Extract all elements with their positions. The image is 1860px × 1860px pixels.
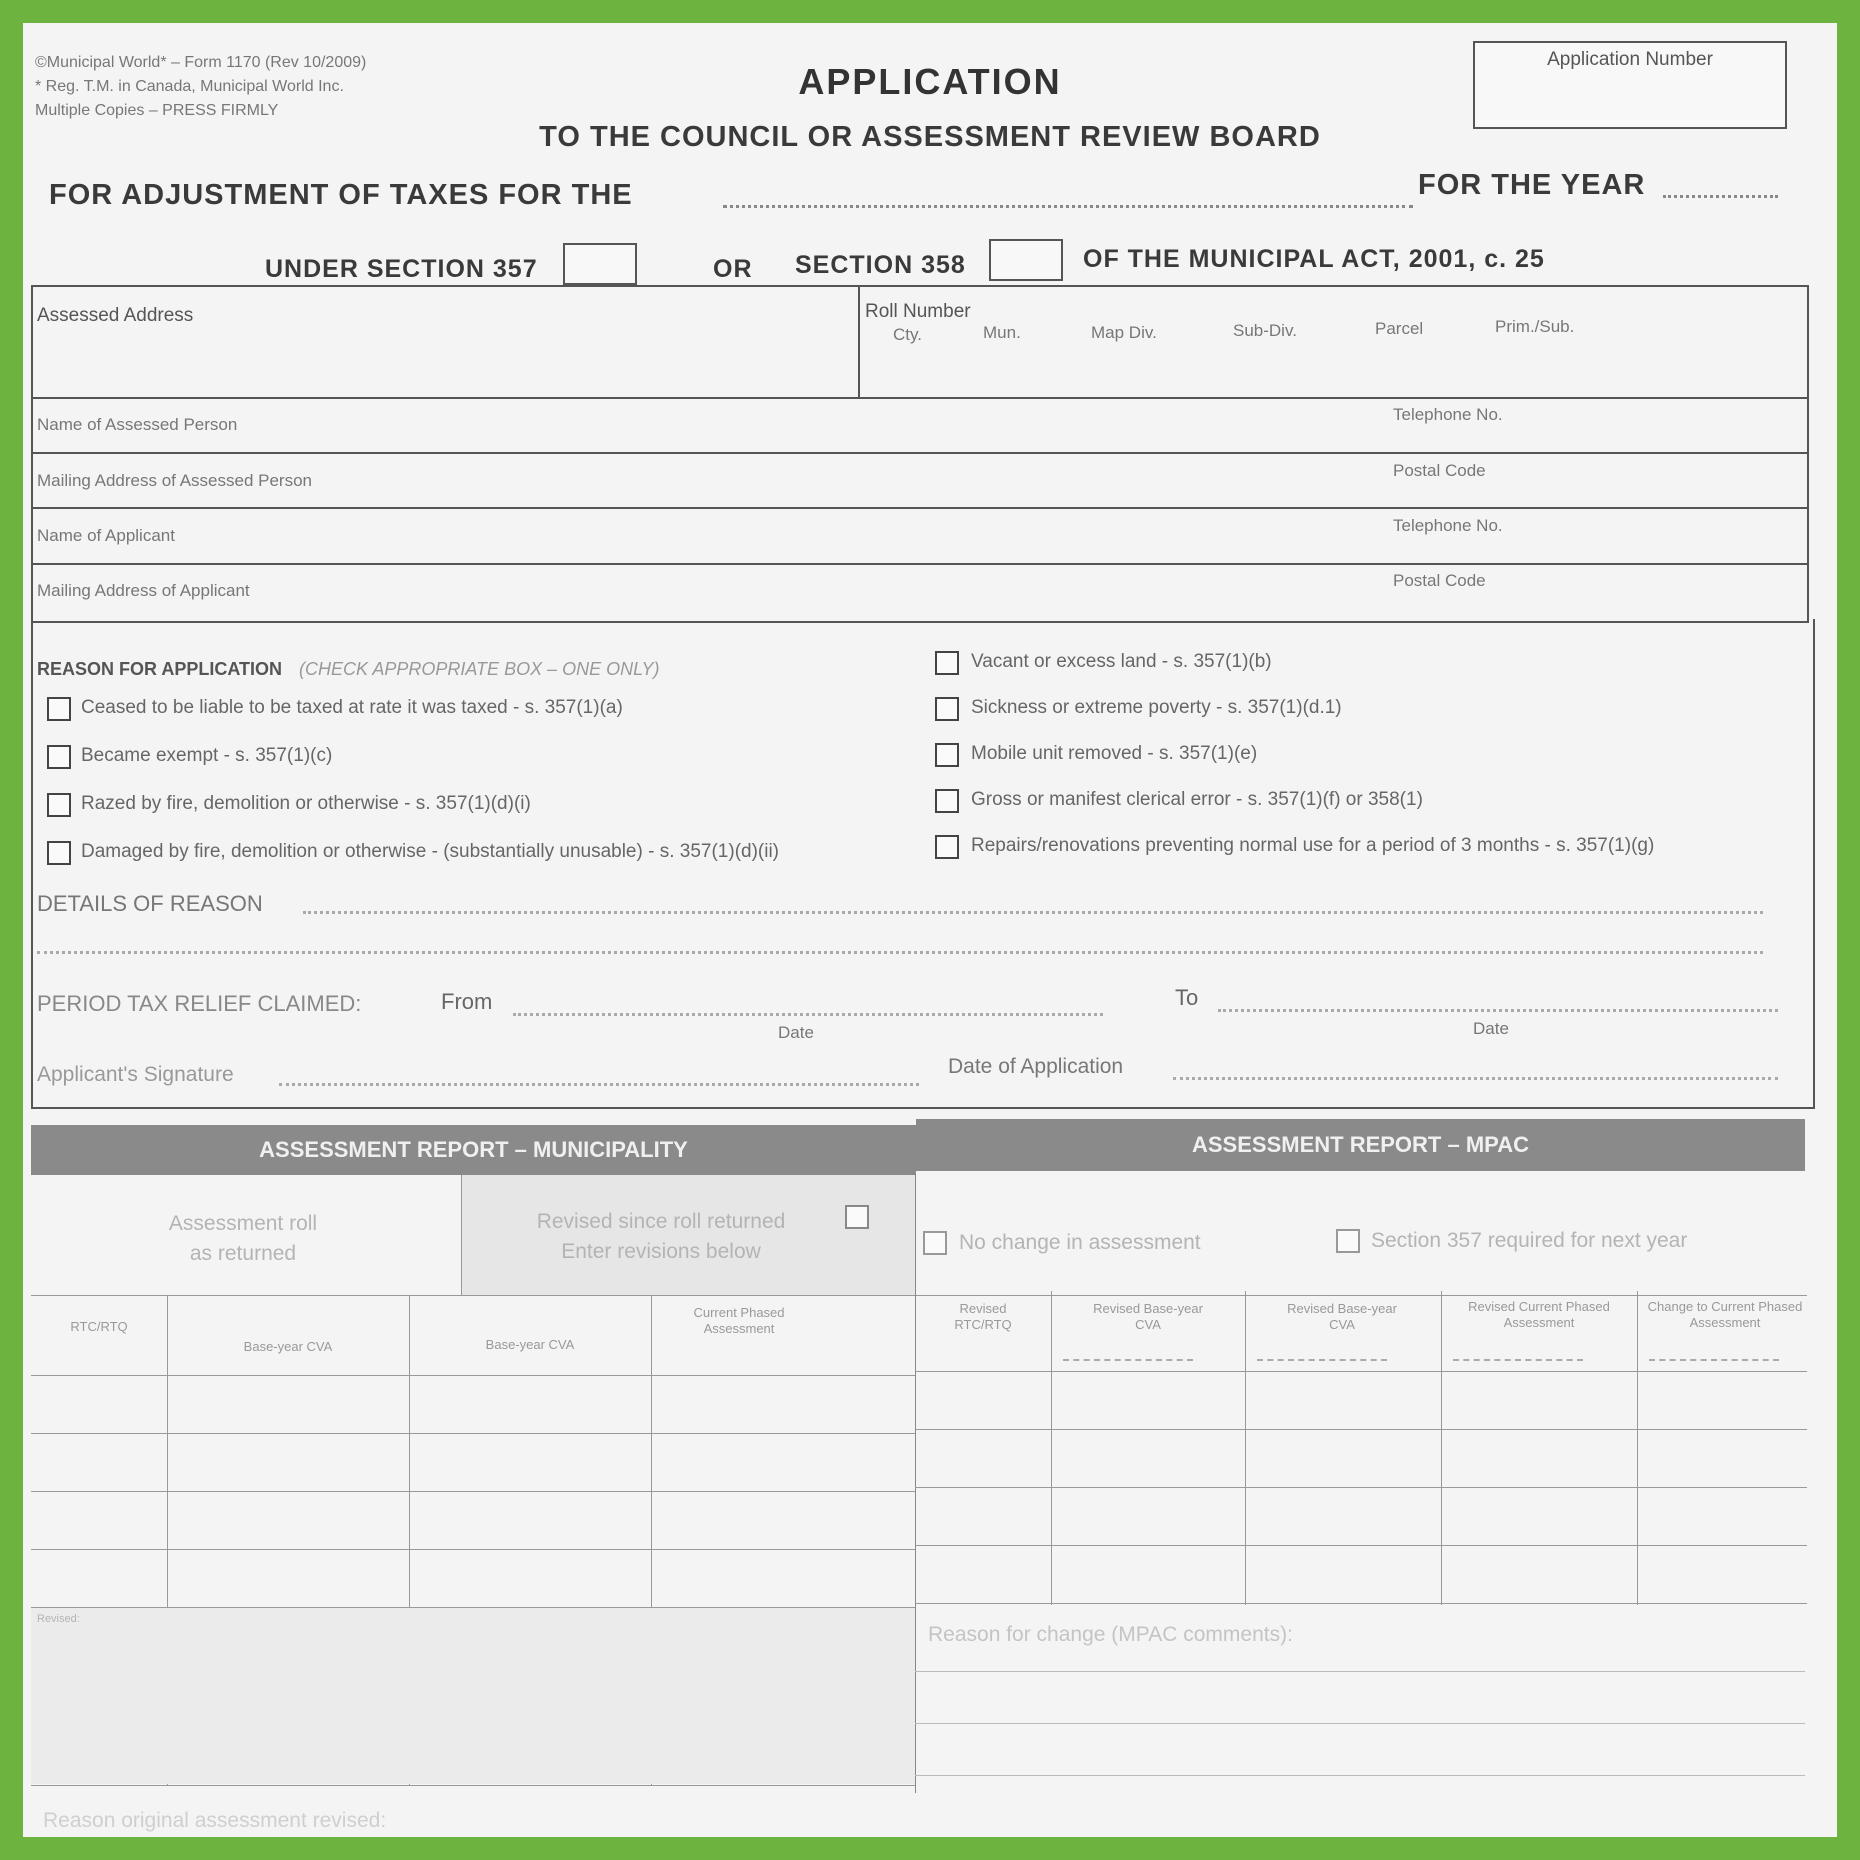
- mpac-table: [915, 1291, 1807, 1605]
- reason-text-damaged: Damaged by fire, demolition or otherwise - (substantially unusable) - s. 357(1)(d)(ii): [81, 841, 780, 862]
- reason-checkbox-vacant[interactable]: [935, 651, 959, 675]
- form-title: APPLICATION: [798, 61, 1062, 102]
- revised-since-line1: Revised since roll returned: [536, 1210, 786, 1233]
- reason-text-razed: Razed by fire, demolition or otherwise - s. 357(1)(d)(i): [81, 793, 531, 814]
- telephone-2-label: Telephone No.: [1393, 516, 1503, 535]
- revised-since-checkbox[interactable]: [845, 1205, 869, 1229]
- year-field[interactable]: [1663, 195, 1778, 198]
- to-label: To: [1175, 985, 1199, 1010]
- form-sheet: [23, 23, 1837, 1837]
- reason-text-ceased: Ceased to be liable to be taxed at rate it was taxed - s. 357(1)(a): [81, 697, 623, 718]
- no-change-checkbox[interactable]: [923, 1231, 947, 1255]
- revised-label: Revised:: [37, 1613, 80, 1625]
- date-of-application-field[interactable]: [1173, 1077, 1778, 1080]
- mpac-col-rtc: Revised RTC/RTQ: [954, 1301, 1012, 1332]
- roll-as-returned-line2: as returned: [189, 1242, 297, 1265]
- reason-checkbox-ceased[interactable]: [47, 697, 71, 721]
- from-date-field[interactable]: [513, 1013, 1103, 1016]
- meta-line-2: * Reg. T.M. in Canada, Municipal World Inc.: [35, 78, 344, 95]
- reason-change-line-1[interactable]: [915, 1671, 1805, 1672]
- muni-col-base-cva-1: Base-year CVA: [243, 1339, 333, 1354]
- no-change-label: No change in assessment: [959, 1231, 1201, 1254]
- muni-col-base-cva-2: Base-year CVA: [485, 1337, 575, 1352]
- details-field-line-1[interactable]: [303, 911, 1763, 914]
- date-caption-2: Date: [1473, 1019, 1509, 1038]
- to-date-field[interactable]: [1218, 1009, 1778, 1012]
- assessed-address-label: Assessed Address: [37, 305, 194, 326]
- revised-rows-shade: [31, 1608, 915, 1784]
- roll-col-prim-sub: Prim./Sub.: [1495, 317, 1575, 336]
- taxes-for-field[interactable]: [723, 205, 1413, 208]
- from-label: From: [441, 989, 493, 1014]
- reason-text-vacant: Vacant or excess land - s. 357(1)(b): [971, 651, 1272, 672]
- for-the-year-label: FOR THE YEAR: [1418, 169, 1646, 201]
- section357-checkbox[interactable]: [563, 243, 637, 285]
- mpac-col-base-cva-1: Revised Base-year CVA: [1093, 1301, 1203, 1332]
- reason-change-line-2[interactable]: [915, 1723, 1805, 1724]
- mpac-col-current-phased: Revised Current Phased Assessment: [1468, 1299, 1610, 1330]
- assessed-address-field[interactable]: [37, 329, 847, 389]
- reason-checkbox-mobile[interactable]: [935, 743, 959, 767]
- reason-checkbox-clerical[interactable]: [935, 789, 959, 813]
- roll-col-cty: Cty.: [893, 325, 922, 344]
- report-mpac-header: ASSESSMENT REPORT – MPAC: [916, 1119, 1805, 1171]
- postal-code-2-label: Postal Code: [1393, 571, 1486, 590]
- roll-col-mun: Mun.: [983, 323, 1021, 342]
- section358-checkbox[interactable]: [989, 239, 1063, 281]
- signature-field[interactable]: [279, 1083, 919, 1086]
- reason-text-mobile: Mobile unit removed - s. 357(1)(e): [971, 743, 1258, 764]
- section358-label: SECTION 358: [795, 251, 966, 279]
- reason-panel: [31, 619, 1815, 1109]
- details-field-line-2[interactable]: [37, 951, 1763, 954]
- muni-col-rtc: RTC/RTQ: [70, 1319, 128, 1334]
- telephone-1-label: Telephone No.: [1393, 405, 1503, 424]
- revised-since: [491, 1207, 831, 1267]
- report-municipality-header: ASSESSMENT REPORT – MUNICIPALITY: [31, 1125, 916, 1175]
- postal-code-1-label: Postal Code: [1393, 461, 1486, 480]
- reason-change-label: Reason for change (MPAC comments):: [928, 1623, 1293, 1646]
- name-assessed-label: Name of Assessed Person: [37, 415, 238, 434]
- roll-col-sub-div: Sub-Div.: [1233, 321, 1297, 340]
- act-label: OF THE MUNICIPAL ACT, 2001, c. 25: [1083, 245, 1545, 273]
- reason-text-sickness: Sickness or extreme poverty - s. 357(1)(d.1): [971, 697, 1342, 718]
- roll-as-returned: [83, 1209, 403, 1269]
- roll-col-parcel: Parcel: [1375, 319, 1424, 338]
- mailing-applicant-label: Mailing Address of Applicant: [37, 581, 250, 600]
- form-subtitle: TO THE COUNCIL OR ASSESSMENT REVIEW BOARD: [539, 121, 1321, 153]
- meta-line-1: ©Municipal World* – Form 1170 (Rev 10/2009): [35, 54, 367, 71]
- signature-label: Applicant's Signature: [37, 1063, 234, 1086]
- mpac-col-change: Change to Current Phased Assessment: [1647, 1299, 1803, 1330]
- roll-col-map-div: Map Div.: [1091, 323, 1157, 342]
- details-label: DETAILS OF REASON: [37, 891, 263, 916]
- meta-line-3: Multiple Copies – PRESS FIRMLY: [35, 102, 279, 119]
- roll-as-returned-line1: Assessment roll: [168, 1212, 318, 1235]
- reason-heading: [37, 659, 659, 680]
- mpac-col-base-cva-2: Revised Base-year CVA: [1287, 1301, 1397, 1332]
- reason-text-clerical: Gross or manifest clerical error - s. 357(1)(f) or 358(1): [971, 789, 1423, 810]
- reason-instruction: (CHECK APPROPRIATE BOX – ONE ONLY): [299, 659, 660, 679]
- mailing-assessed-label: Mailing Address of Assessed Person: [37, 471, 312, 490]
- reason-heading-text: REASON FOR APPLICATION: [37, 659, 283, 679]
- reason-checkbox-razed[interactable]: [47, 793, 71, 817]
- reason-checkbox-repairs[interactable]: [935, 835, 959, 859]
- section357-next-label: Section 357 required for next year: [1371, 1229, 1688, 1252]
- section357-label: UNDER SECTION 357: [265, 255, 538, 283]
- adjustment-line-label: FOR ADJUSTMENT OF TAXES FOR THE: [49, 179, 633, 211]
- or-label: OR: [713, 255, 753, 283]
- muni-col-current-phased: Current Phased Assessment: [693, 1305, 785, 1336]
- reason-text-repairs: Repairs/renovations preventing normal use for a period of 3 months - s. 357(1)(g): [971, 835, 1655, 856]
- reason-original-label: Reason original assessment revised:: [43, 1809, 387, 1832]
- revised-since-line2: Enter revisions below: [561, 1240, 761, 1263]
- reason-checkbox-exempt[interactable]: [47, 745, 71, 769]
- reason-checkbox-damaged[interactable]: [47, 841, 71, 865]
- reason-checkbox-sickness[interactable]: [935, 697, 959, 721]
- roll-number-label: Roll Number: [865, 301, 971, 322]
- period-label: PERIOD TAX RELIEF CLAIMED:: [37, 991, 362, 1016]
- application-number-label: Application Number: [1547, 49, 1713, 70]
- reason-change-line-3[interactable]: [915, 1775, 1805, 1776]
- name-applicant-label: Name of Applicant: [37, 526, 175, 545]
- section357-next-checkbox[interactable]: [1336, 1229, 1360, 1253]
- date-of-application-label: Date of Application: [948, 1055, 1124, 1078]
- reason-text-exempt: Became exempt - s. 357(1)(c): [81, 745, 333, 766]
- date-caption-1: Date: [778, 1023, 814, 1042]
